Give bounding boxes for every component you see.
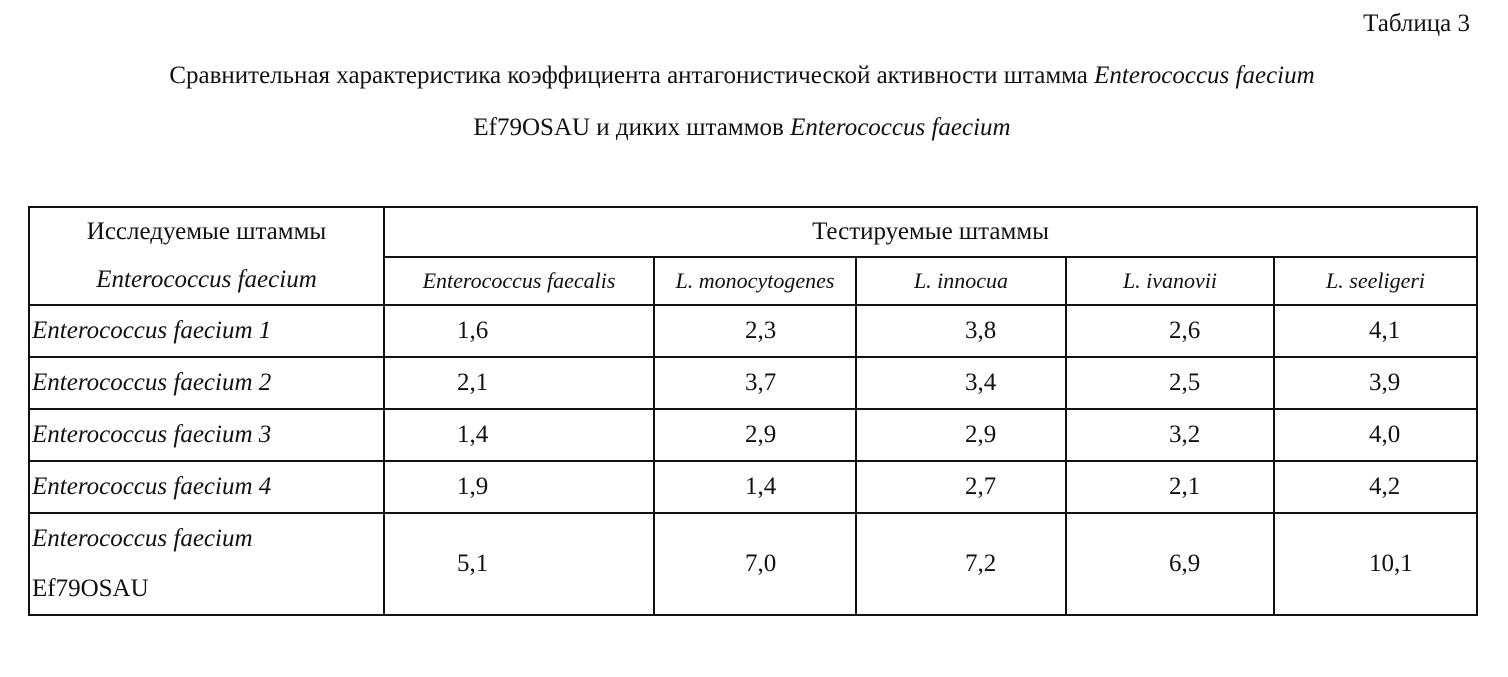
title-line-2-text: Ef79OSAU и диких штаммов [473, 114, 791, 141]
header-studied-strains-line-1: Исследуемые штаммы [86, 218, 327, 245]
table-cell: 1,9 [384, 461, 654, 513]
column-header: L. ivanovii [1066, 257, 1274, 305]
table-row [29, 513, 1477, 615]
antagonistic-activity-table [28, 206, 1478, 616]
row-label-line-1: Enterococcus faecium [32, 525, 253, 552]
table-cell: 2,3 [654, 305, 856, 357]
table-cell: 1,4 [654, 461, 856, 513]
title-line-1-species: Enterococcus faecium [1094, 62, 1315, 89]
table-cell: 3,8 [856, 305, 1066, 357]
table-cell: 7,0 [654, 513, 856, 615]
table-row [29, 461, 1477, 513]
table-row [29, 305, 1477, 357]
table-title-line-2 [0, 114, 1496, 142]
table-title-line-1 [0, 62, 1496, 90]
table-cell: 4,2 [1274, 461, 1477, 513]
table-cell: 3,9 [1274, 357, 1477, 409]
row-label: Enterococcus faecium 1 [29, 305, 384, 357]
row-label-line-2: Ef79OSAU [32, 575, 149, 602]
table-cell: 2,1 [384, 357, 654, 409]
table-cell: 3,2 [1066, 409, 1274, 461]
table-cell: 2,9 [856, 409, 1066, 461]
table-cell: 2,6 [1066, 305, 1274, 357]
table-cell: 2,1 [1066, 461, 1274, 513]
title-line-2-species: Enterococcus faecium [790, 114, 1011, 141]
table-cell: 6,9 [1066, 513, 1274, 615]
table-cell: 3,7 [654, 357, 856, 409]
header-studied-strains-line-2: Enterococcus faecium [96, 266, 317, 293]
column-header: L. seeligeri [1274, 257, 1477, 305]
row-label: Enterococcus faecium 2 [29, 357, 384, 409]
table-cell: 2,9 [654, 409, 856, 461]
table-cell: 2,7 [856, 461, 1066, 513]
column-header: Enterococcus faecalis [384, 257, 654, 305]
title-line-1-text: Сравнительная характеристика коэффициента антагонистической активности штамма [169, 62, 1095, 89]
column-header: L. monocytogenes [654, 257, 856, 305]
table-cell: 5,1 [384, 513, 654, 615]
table-cell: 2,5 [1066, 357, 1274, 409]
table-cell: 4,1 [1274, 305, 1477, 357]
table-number: Таблица 3 [1363, 10, 1470, 37]
table-cell: 10,1 [1274, 513, 1477, 615]
row-label: Enterococcus faecium 3 [29, 409, 384, 461]
table-cell: 1,4 [384, 409, 654, 461]
table-cell: 1,6 [384, 305, 654, 357]
header-studied-strains [29, 207, 384, 305]
header-tested-strains: Тестируемые штаммы [384, 207, 1477, 257]
table-cell: 3,4 [856, 357, 1066, 409]
row-label [29, 513, 384, 615]
table-row [29, 357, 1477, 409]
table-row [29, 409, 1477, 461]
table-cell: 7,2 [856, 513, 1066, 615]
column-header: L. innocua [856, 257, 1066, 305]
row-label: Enterococcus faecium 4 [29, 461, 384, 513]
table-cell: 4,0 [1274, 409, 1477, 461]
